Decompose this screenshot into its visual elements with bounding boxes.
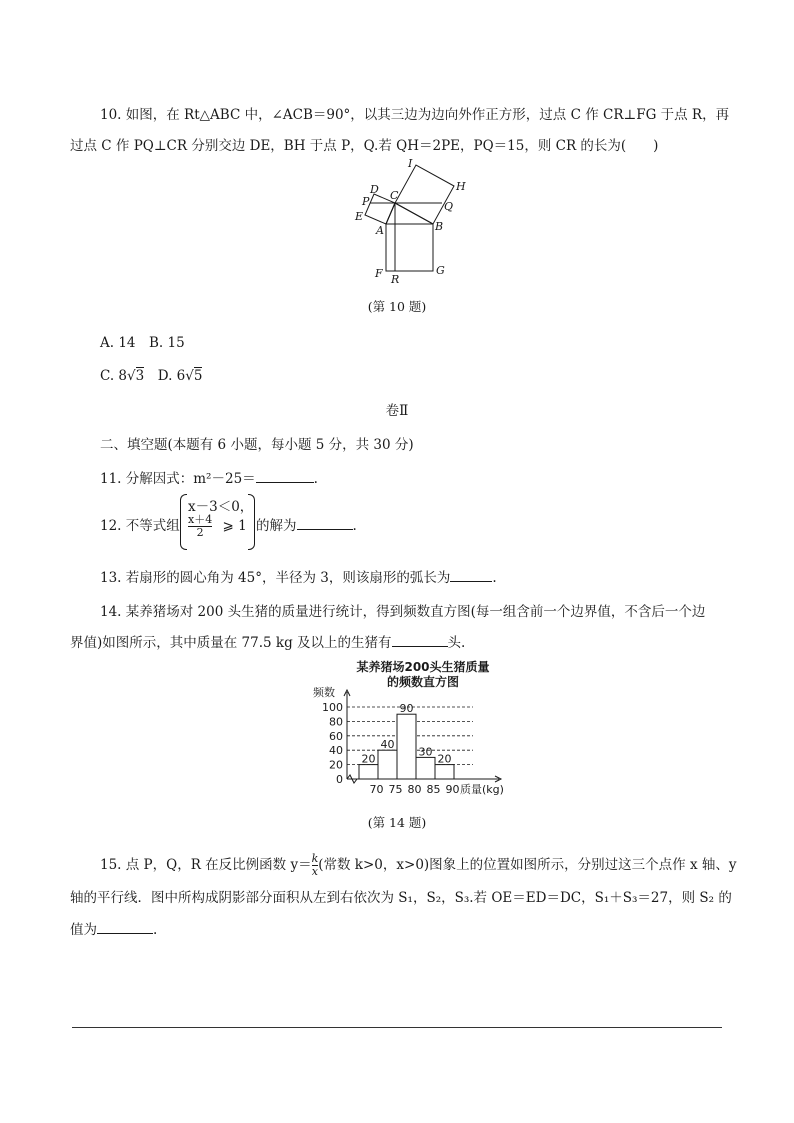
chart-subtitle: 的频数直方图: [386, 675, 460, 689]
histogram-bar: [359, 765, 378, 779]
q13-end: .: [492, 570, 497, 586]
option-d-prefix: D. 6: [157, 368, 186, 384]
q12-ineq2: [188, 514, 247, 539]
square-bchi: [395, 165, 454, 224]
label-a: A: [376, 224, 384, 237]
label-d: D: [370, 183, 379, 196]
label-q: Q: [444, 200, 454, 213]
x-tick-label: 80: [407, 783, 422, 796]
q10-options-ab: A. 14 B. 15: [100, 335, 185, 351]
x-tick-label: 90: [445, 783, 460, 796]
label-h: H: [456, 180, 466, 193]
q15-line1-b: (常数 k>0，x>0)图象上的位置如图所示，分别过这三个点作 x 轴、y: [318, 857, 737, 873]
bar-value-label: 90: [399, 702, 414, 716]
q14-line1: 14. 某养猪场对 200 头生猪的质量进行统计，得到频数直方图(每一组含前一个边界值，不含后一个边: [100, 604, 706, 620]
option-c-radicand: 3: [135, 368, 145, 384]
sqrt-symbol: √: [185, 368, 194, 384]
q11-answer-blank[interactable]: [256, 470, 314, 483]
bar-value-label: 20: [437, 752, 452, 766]
q12-prefix: 12. 不等式组: [100, 518, 180, 534]
x-tick-label: 75: [388, 783, 403, 796]
label-f: F: [375, 267, 383, 280]
q13-text: 13. 若扇形的圆心角为 45°，半径为 3，则该扇形的弧长为: [100, 570, 451, 586]
q12-end: .: [352, 518, 357, 534]
histogram-chart: [305, 656, 525, 802]
q15-frac-den: x: [311, 865, 319, 878]
line-cf-helper: [386, 203, 395, 224]
label-i: I: [408, 158, 413, 170]
sqrt-symbol: √: [127, 368, 136, 384]
q12-answer-blank[interactable]: [297, 517, 353, 530]
q15-frac-num: k: [311, 852, 319, 865]
histogram-bar: [397, 714, 416, 779]
label-p: P: [362, 195, 370, 208]
q14-end: 头.: [447, 635, 466, 651]
x-axis-label: 质量(kg): [460, 783, 504, 796]
q10-figure: [350, 158, 480, 283]
q10-caption: (第 10 题): [367, 299, 427, 314]
brace-left: [180, 494, 187, 550]
q15-answer-blank[interactable]: [97, 921, 153, 934]
q15-line3-text: 值为: [70, 922, 97, 938]
q14-caption: (第 14 题): [367, 815, 427, 830]
q14-line2-text: 界值)如图所示，其中质量在 77.5 kg 及以上的生猪有: [70, 635, 392, 651]
q12-frac-den: 2: [196, 526, 204, 539]
histogram-bar: [435, 765, 454, 779]
x-tick-label: 70: [369, 783, 384, 796]
q10-line2: 过点 C 作 PQ⊥CR 分别交边 DE，BH 于点 P，Q.若 QH＝2PE，PQ＝15，则 CR 的长为( ): [70, 138, 659, 154]
q14-line2: [70, 631, 465, 651]
square-abgf: [386, 224, 433, 271]
q12-frac-num: x＋4: [188, 513, 213, 526]
section-heading: 二、填空题(本题有 6 小题，每小题 5 分，共 30 分): [100, 437, 414, 453]
q15-end: .: [153, 922, 158, 938]
footer-rule: [72, 1027, 722, 1028]
bar-value-label: 20: [361, 752, 376, 766]
y-tick-label: 80: [329, 715, 343, 729]
q12-suffix: 的解为: [256, 518, 297, 534]
label-c: C: [390, 189, 399, 202]
q11: [100, 467, 318, 487]
label-e: E: [355, 210, 364, 223]
q10-line1: 10. 如图，在 Rt△ABC 中，∠ACB＝90°，以其三边为边向外作正方形，过点 C 作 CR⊥FG 于点 R，再: [100, 107, 730, 123]
q11-text: 11. 分解因式：m²－25＝: [100, 471, 256, 487]
label-b: B: [435, 220, 444, 233]
histogram-bar: [378, 750, 397, 779]
q15-line1-a: 15. 点 P，Q，R 在反比例函数 y＝: [100, 857, 312, 873]
q12-ineq1: x－3＜0，: [188, 499, 254, 515]
label-g: G: [436, 264, 445, 277]
brace-right: [248, 494, 255, 550]
triangle-abc: [386, 203, 433, 224]
q15-line1: [100, 853, 737, 878]
q12-ineq2-rest: ⩾ 1: [222, 518, 247, 534]
y-tick-label: 100: [322, 701, 343, 714]
x-tick-label: 85: [426, 783, 441, 796]
y-tick-label: 40: [329, 744, 343, 758]
chart-title: 某养猪场200头生猪质量: [356, 660, 490, 674]
y-tick-label: 0: [336, 773, 343, 786]
q12-suffix-wrap: [256, 514, 357, 534]
q11-end: .: [313, 471, 318, 487]
q15-line2: 轴的平行线．图中所构成阴影部分面积从左到右依次为 S₁，S₂，S₃.若 OE＝ED＝DC，S₁＋S₃＝27，则 S₂ 的: [70, 890, 732, 906]
histogram-bar: [416, 757, 435, 779]
q13: [100, 566, 497, 586]
bar-value-label: 30: [418, 745, 433, 759]
option-c-prefix: C. 8: [100, 368, 128, 384]
bar-value-label: 40: [380, 738, 395, 752]
y-tick-label: 60: [329, 729, 343, 743]
section-title: 卷Ⅱ: [385, 403, 409, 419]
label-r: R: [391, 273, 400, 283]
y-tick-label: 20: [329, 758, 343, 772]
q14-answer-blank[interactable]: [392, 634, 448, 647]
option-d-radicand: 5: [193, 368, 203, 384]
q10-options-cd: [100, 364, 202, 384]
q15-line3: [70, 918, 157, 938]
q13-answer-blank[interactable]: [450, 569, 492, 582]
q12-fraction: [188, 514, 212, 539]
y-axis-label: 频数: [313, 686, 335, 699]
